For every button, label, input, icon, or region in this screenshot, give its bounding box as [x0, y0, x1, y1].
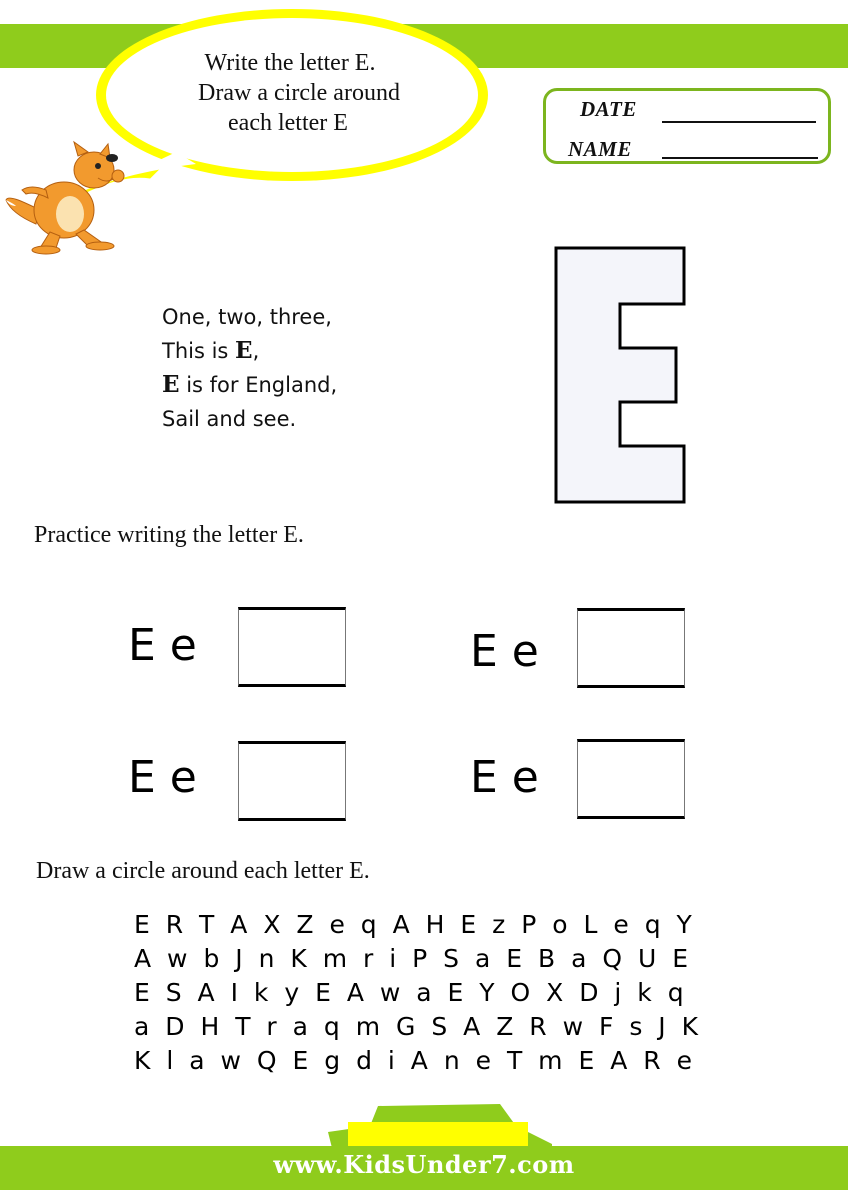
rhyme-letter: E — [162, 371, 180, 398]
rhyme-line — [162, 368, 337, 402]
footer-site-link[interactable]: www.KidsUnder7.com — [273, 1150, 575, 1179]
bubble-line: Draw a circle around — [198, 80, 400, 106]
footer-decoration-icon — [320, 1098, 560, 1150]
bubble-instructions — [140, 48, 440, 138]
rhyme-line: Sail and see. — [162, 407, 297, 431]
bubble-line: Write the letter E. — [204, 50, 376, 76]
practice-letters: E e — [128, 752, 197, 803]
rhyme-text: is for England, — [179, 373, 338, 397]
practice-letters: E e — [470, 626, 539, 677]
rhyme-letter: E — [235, 337, 253, 364]
letter-row[interactable]: a D H T r a q m G S A Z R w F s J K — [134, 1012, 701, 1041]
letter-e-outline-icon — [552, 244, 692, 506]
rhyme-text: This is — [162, 339, 236, 363]
writing-box[interactable] — [238, 607, 346, 687]
rhyme-text: , — [252, 339, 260, 363]
rhyme-line: One, two, three, — [162, 305, 332, 329]
letter-row[interactable]: E S A I k y E A w a E Y O X D j k q — [134, 978, 686, 1007]
rhyme-line — [162, 334, 337, 368]
writing-box[interactable] — [238, 741, 346, 821]
bubble-line: each letter E — [228, 110, 348, 136]
writing-box[interactable] — [577, 739, 685, 819]
circle-heading: Draw a circle around each letter E. — [36, 858, 370, 884]
practice-letters: E e — [128, 620, 197, 671]
letter-row[interactable]: K l a w Q E g d i A n e T m E A R e — [134, 1046, 694, 1075]
letter-row[interactable]: A w b J n K m r i P S a E B a Q U E — [134, 944, 691, 973]
name-field[interactable] — [662, 157, 818, 159]
name-label: NAME — [568, 137, 632, 161]
writing-box[interactable] — [577, 608, 685, 688]
rhyme — [162, 300, 337, 436]
date-label: DATE — [580, 97, 637, 121]
letter-grid — [134, 908, 700, 1078]
practice-heading: Practice writing the letter E. — [34, 522, 304, 548]
fox-icon — [0, 140, 150, 260]
date-name-box — [543, 88, 831, 164]
date-field[interactable] — [662, 121, 816, 123]
letter-row[interactable]: E R T A X Z e q A H E z P o L e q Y — [134, 910, 694, 939]
practice-letters: E e — [470, 752, 539, 803]
